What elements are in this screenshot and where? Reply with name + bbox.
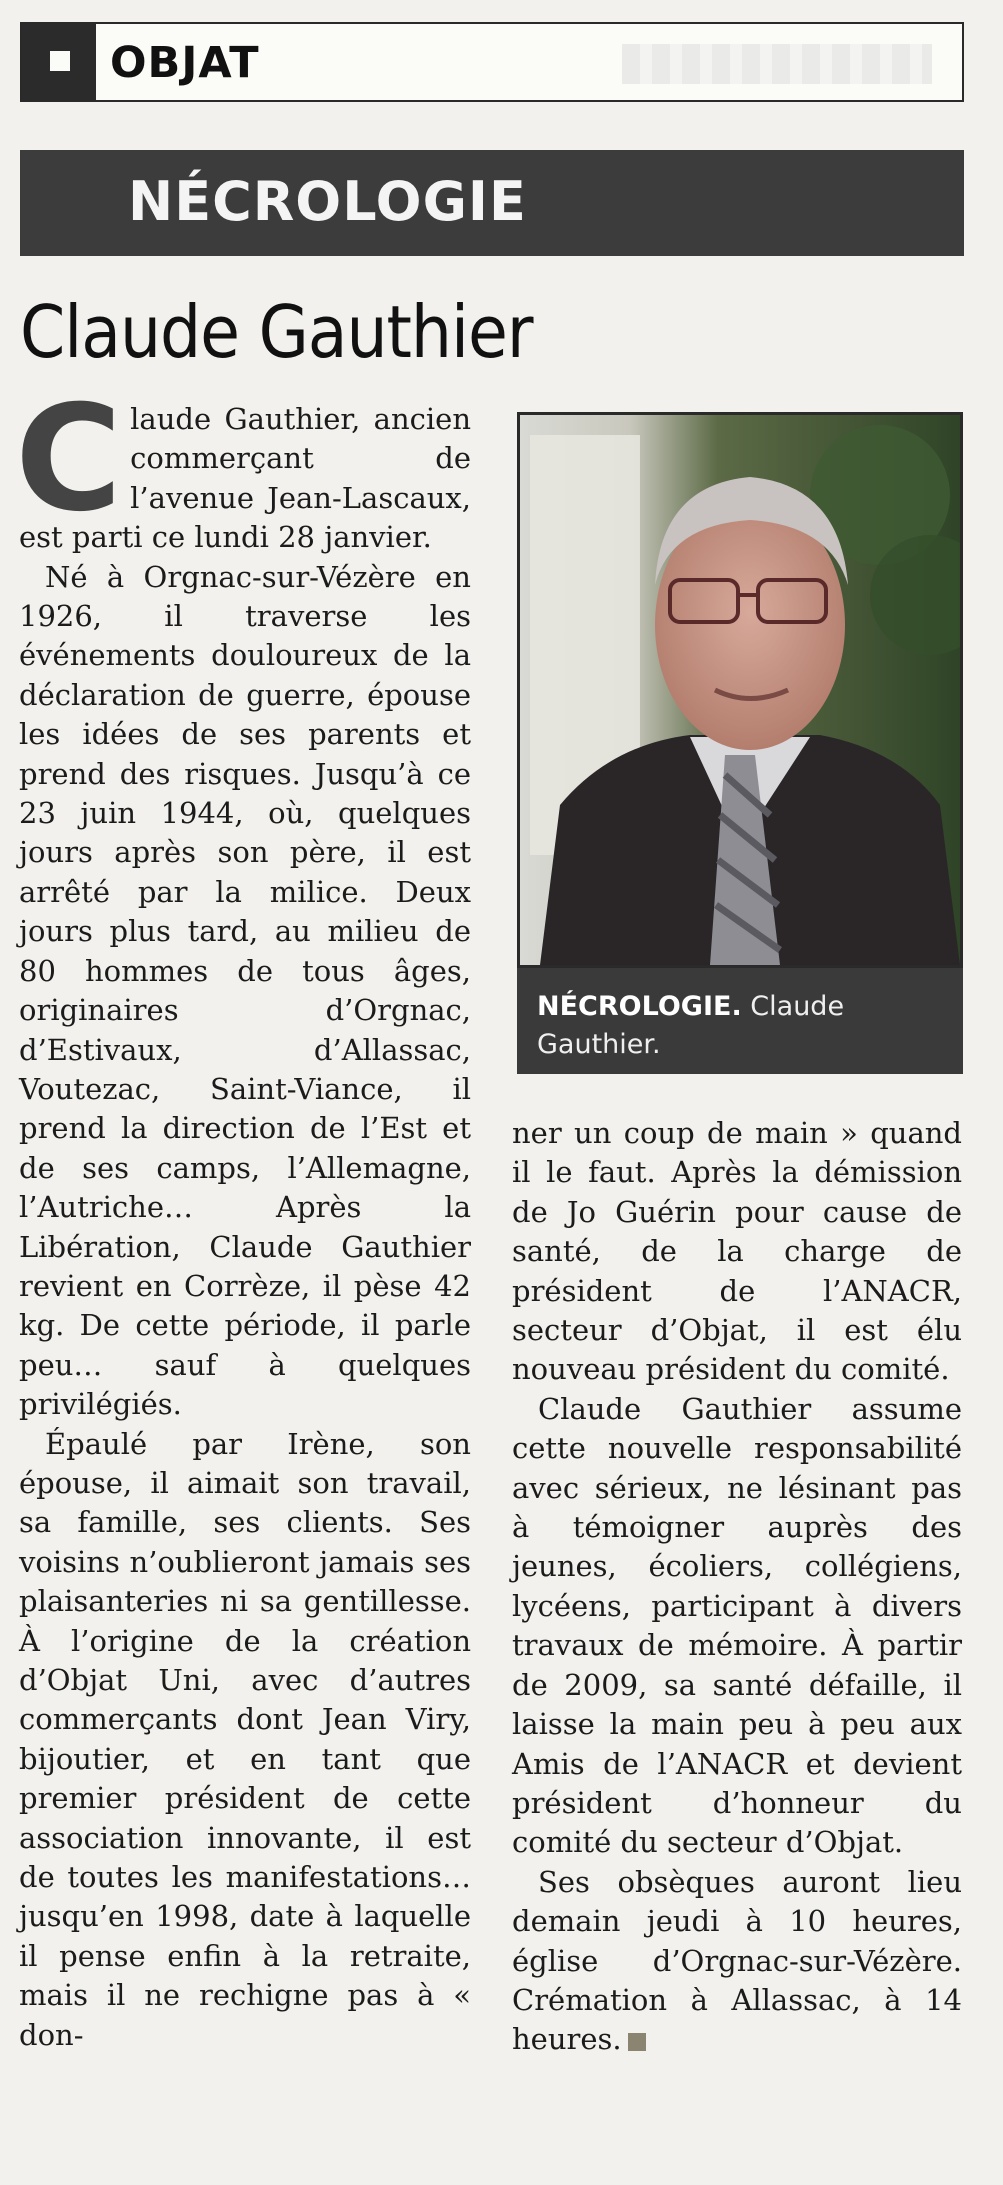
photo-caption — [517, 968, 963, 1074]
section-header — [20, 22, 964, 102]
section-banner — [20, 150, 964, 256]
paragraph-biography: Né à Orgnac-sur-Vézère en 1926, il traverse les événements douloureux de la déclaration de guerre, épouse les idées de ses parents et prend des risques. Jusqu’à ce 23 juin 1944, où, quelques jours après son père, il est arrêté par la milice. Deux jours plus tard, au milieu de 80 hommes de tous âges, originaires d’Orgnac, d’Estivaux, d’Allassac, Voutezac, Saint-Viance, il prend la direction de l’Est et de ses camps, l’Allemagne, l’Autriche… Après la Libération, Claude Gauthier revient en Corrèze, il pèse 42 kg. De cette période, il parle peu… sauf à quelques privilégiés. — [19, 559, 471, 1422]
town-title: OBJAT — [110, 38, 260, 88]
paragraph-career: Épaulé par Irène, son épouse, il aimait son travail, sa famille, ses clients. Ses voisins n’oublieront jamais ses plaisanteries ni sa gentillesse. À l’origine de la création d’Objat Uni, avec d’autres commerçants dont Jean Viry, bijoutier, et en tant que premier président de cette association innovante, il est de toutes les manifestations… jusqu’en 1998, date à laquelle il pense enfin à la retraite, mais il ne rechigne pas à « don- — [19, 1426, 471, 2052]
article-column-right — [512, 1114, 962, 2060]
bleed-through-texture — [622, 44, 932, 84]
drop-cap: C — [15, 374, 123, 544]
paragraph-funeral: Ses obsèques auront lieu demain jeudi à 10 heures, église d’Orgnac-sur-Vézère. Crémation à Allassac, à 14 heures. — [512, 1864, 962, 2057]
end-mark-icon — [628, 2033, 646, 2051]
caption-label: NÉCROLOGIE. — [537, 991, 742, 1022]
caption-text: Claude Gauthier. — [537, 991, 845, 1060]
paragraph-intro: Claude Gauthier, ancien commerçant de l’avenue Jean-Lascaux, est parti ce lundi 28 janvier. — [15, 374, 471, 555]
square-bullet-icon — [22, 24, 96, 100]
article-column-left — [15, 374, 471, 2055]
section-label: NÉCROLOGIE — [128, 170, 527, 233]
portrait-illustration — [520, 415, 960, 965]
portrait-photo — [517, 412, 963, 968]
paragraph-career-continued: ner un coup de main » quand il le faut. Après la démission de Jo Guérin pour cause de santé, de la charge de président de l’ANACR, secteur d’Objat, il est élu nouveau président du comité. — [512, 1116, 962, 1387]
article-headline: Claude Gauthier — [20, 290, 533, 374]
paragraph-memory: Claude Gauthier assume cette nouvelle responsabilité avec sérieux, ne lésinant pas à témoigner auprès des jeunes, écoliers, collégiens, lycéens, participant à divers travaux de mémoire. À partir de 2009, sa santé défaille, il laisse la main peu à peu aux Amis de l’ANACR et devient président d’honneur du comité du secteur d’Objat. — [512, 1391, 962, 1860]
